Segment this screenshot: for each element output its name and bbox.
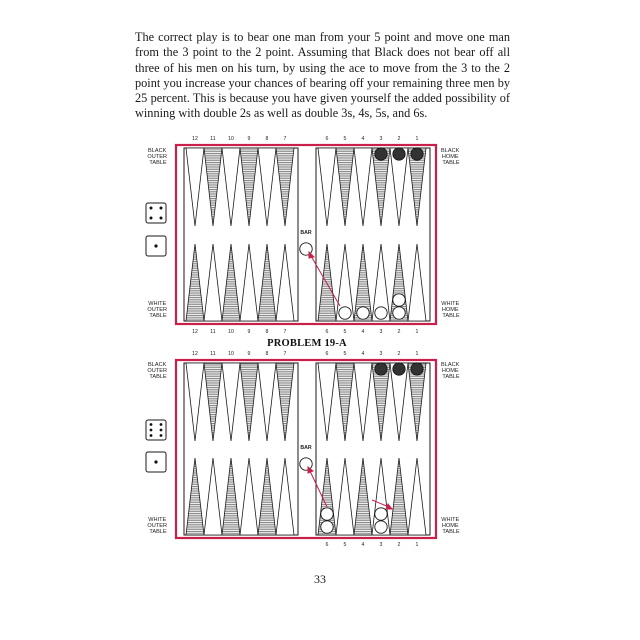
black-checker [393,148,405,160]
black-checker [375,148,387,160]
point-triangle [186,458,204,535]
point-number: 6 [325,136,329,142]
die [146,420,166,440]
point-triangle [336,458,354,535]
point-number: 8 [265,351,269,357]
point-triangle [408,458,426,535]
white-checker [339,307,351,319]
board2-top-points [186,363,426,441]
point-triangle [204,363,222,441]
point-triangle [336,148,354,226]
point-number: 2 [397,136,401,142]
point-triangle [258,363,276,441]
point-triangle [222,148,240,226]
point-number: 4 [361,329,365,335]
problem-caption: PROBLEM 19-A [267,338,347,349]
black-home-table-label: BLACK HOME TABLE [441,148,460,166]
point-number: 4 [361,351,365,357]
point-number: 8 [265,136,269,142]
point-number: 10 [228,136,234,142]
board2-bottom-point-numbers [326,542,419,548]
point-number: 5 [343,542,347,548]
point-number: 1 [415,136,419,142]
point-triangle [354,148,372,226]
point-number: 7 [283,136,287,142]
point-triangle [276,363,294,441]
point-number: 8 [265,329,269,335]
point-triangle [258,244,276,321]
point-number: 9 [247,136,251,142]
point-number: 10 [228,351,234,357]
point-triangle [318,148,336,226]
point-triangle [276,148,294,226]
white-home-table-label: WHITE HOME TABLE [441,517,460,535]
point-triangle [318,244,336,321]
point-triangle [390,458,408,535]
point-number: 1 [415,542,419,548]
point-number: 6 [325,329,329,335]
board1-top-point-numbers [192,136,418,142]
point-triangle [258,458,276,535]
bar-label: BAR [300,230,312,236]
point-number: 9 [247,351,251,357]
point-triangle [240,148,258,226]
board1-bottom-point-numbers [192,329,418,335]
board1-dice [146,203,166,256]
point-number: 4 [361,136,365,142]
point-number: 4 [361,542,365,548]
white-checker [375,521,387,533]
point-number: 7 [283,329,287,335]
point-triangle [186,244,204,321]
point-triangle [240,363,258,441]
point-number: 2 [397,351,401,357]
bar-label: BAR [300,445,312,451]
white-outer-table-label: WHITE OUTER TABLE [147,301,168,319]
point-triangle [222,458,240,535]
point-number: 1 [415,351,419,357]
page-number: 33 [314,572,326,586]
white-checker [357,307,369,319]
point-number: 1 [415,329,419,335]
board2-black-checkers [375,363,423,375]
point-number: 2 [397,542,401,548]
black-outer-table-label: BLACK OUTER TABLE [147,148,168,166]
board-problem-19a-solution [146,351,461,548]
point-triangle [204,148,222,226]
black-checker [375,363,387,375]
white-checker [321,508,333,520]
board-problem-19a-position [146,136,461,335]
point-triangle [222,363,240,441]
point-triangle [336,363,354,441]
point-number: 5 [343,329,347,335]
point-number: 3 [379,329,383,335]
point-number: 10 [228,329,234,335]
point-number: 5 [343,136,347,142]
white-checker [321,521,333,533]
point-number: 11 [210,136,216,142]
white-checker [393,294,405,306]
point-triangle [354,458,372,535]
white-outer-table-label: WHITE OUTER TABLE [147,517,168,535]
point-number: 11 [210,329,216,335]
board1-black-checkers [375,148,423,160]
board2-dice [146,420,166,472]
point-number: 11 [210,351,216,357]
point-number: 12 [192,351,198,357]
point-triangle [204,458,222,535]
point-number: 2 [397,329,401,335]
black-outer-table-label: BLACK OUTER TABLE [147,362,168,380]
black-home-table-label: BLACK HOME TABLE [441,362,460,380]
point-number: 6 [325,542,329,548]
black-checker [393,363,405,375]
die [146,203,166,223]
white-checker [393,307,405,319]
white-home-table-label: WHITE HOME TABLE [441,301,460,319]
point-triangle [354,363,372,441]
point-triangle [186,363,204,441]
point-triangle [276,458,294,535]
point-triangle [222,244,240,321]
point-triangle [408,244,426,321]
point-number: 7 [283,351,287,357]
point-triangle [276,244,294,321]
point-number: 12 [192,329,198,335]
point-number: 5 [343,351,347,357]
white-checker [375,508,387,520]
board1-top-points [186,148,426,226]
black-checker [411,148,423,160]
point-triangle [204,244,222,321]
white-checker [375,307,387,319]
board2-top-point-numbers [192,351,418,357]
body-paragraph: The correct play is to bear one man from your 5 point and move one man from the 3 point to the 2 point. Assuming that Black does not bear off all three of his men on his turn, by using the ace to move from the 3 to the 2 point you increase your chances of bearing off your remaining three men by 25 percent. This is because you have given yourself the added possibility of winning with double 2s as well as double 3s, 4s, 5s, and 6s. [135,30,510,121]
point-triangle [258,148,276,226]
point-number: 12 [192,136,198,142]
point-triangle [240,458,258,535]
point-number: 3 [379,542,383,548]
point-triangle [240,244,258,321]
point-number: 6 [325,351,329,357]
black-checker [411,363,423,375]
point-triangle [318,363,336,441]
point-number: 3 [379,351,383,357]
point-number: 9 [247,329,251,335]
point-number: 3 [379,136,383,142]
point-triangle [186,148,204,226]
